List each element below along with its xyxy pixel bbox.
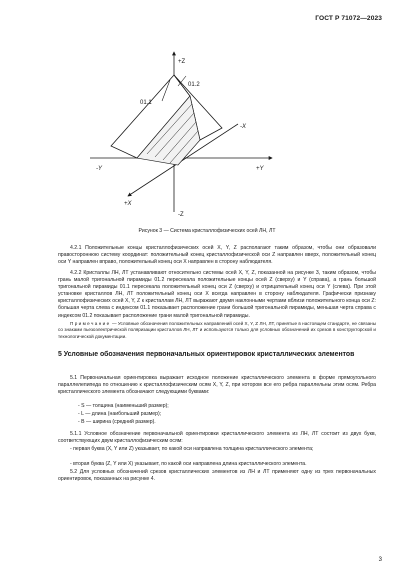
paragraph-4-2-1: 4.2.1 Положительные концы кристаллофизических осей X, Y, Z располагают таким образом, чтобы они образовали правостороннюю систему координат: положительный конец кристаллофизической оси Z направлен вверх, положительный конец оси Y направлен вправо, положительный конец оси X направлен в сторону наблюдателя. [58, 245, 376, 266]
figure-caption: Рисунок 3 — Система кристаллофизических осей ЛН, ЛТ [138, 228, 276, 234]
list-item-l: - L — длина (наибольший размер); [78, 411, 162, 417]
note [58, 321, 376, 340]
paragraph-5-1: 5.1 Первоначальная ориентировка выражает исходное положение кристаллического элемента в форме прямоугольного параллелепипеда по отношению к кристаллофизическим осям X, Y, Z, при котором все его ребра параллельны этим осям. Ребра кристаллического элемента обозначают следующими буквами: [58, 375, 376, 396]
paragraph-5-1-1: 5.1.1 Условное обозначение первоначальной ориентировки кристаллического элемента из ЛН, ЛТ состоит из двух букв, соответствующих двум кристаллофизическим осям: [58, 431, 376, 445]
page-number: 3 [378, 557, 382, 563]
label-minus-x: -X [240, 124, 246, 130]
label-01-1: 01.1 [140, 100, 152, 106]
label-plus-y: +Y [256, 166, 264, 172]
label-minus-z: -Z [178, 212, 184, 218]
label-01-2: 01.2 [188, 82, 200, 88]
paragraph-5-2: 5.2 Для условных обозначений срезов кристаллических элементов из ЛН и ЛТ применяют одну из трех первоначальных ориентировок, показанных на рисунке 4. [58, 469, 376, 483]
paragraph-4-2-2: 4.2.2 Кристаллы ЛН, ЛТ устанавливают относительно системы осей X, Y, Z, показанной на рисунке 3, таким образом, чтобы грань малой тригональной пирамиды 01.2 пересекала положительные концы осей Z (сверху) и Y (справа), а грань большой тригональной пирамиды 01.1 пересекала положительный конец оси Z (сверху) и отрицательный конец оси Y (слева). При этой установке кристаллов ЛН, ЛТ положительный конец оси X всегда направлен в сторону наблюдателя. Графически признаку кристаллофизических осей X, Y, Z к кристаллам ЛН, ЛТ выражают двумя наклонными чертами вблизи положительного конца оси Z: большая черта слева с индексом 01.1 показывает расположение грани большой тригональной пирамиды, меньшая черта справа с индексом 01.2 показывает расположение грани малой тригональной пирамиды. [58, 270, 376, 319]
document-header: ГОСТ Р 71072—2023 [315, 15, 382, 22]
note-label: Примечание [70, 321, 111, 326]
list-item-b: - B — ширина (средний размер). [78, 419, 156, 425]
label-plus-x: +X [124, 201, 132, 207]
label-plus-z: +Z [178, 59, 186, 65]
list-item-s: - S — толщина (наименьший размер); [78, 403, 169, 409]
section-5-title: 5 Условные обозначения первоначальных ориентировок кристаллических элементов [58, 351, 355, 358]
label-minus-y: -Y [96, 166, 102, 172]
paragraph-5-1-1-a: - первая буква (X, Y или Z) указывает, по какой оси направлена толщина кристаллического элемента; [70, 446, 314, 452]
note-text: — Условные обозначения положительных направлений осей X, Y, Z ЛН, ЛТ, принятые в настоящем стандарте, не связаны со знаками пьезоэлектрической поляризации кристаллов ЛН, ЛТ и используются только для условных обозначений их срезов в конструкторской и технологической документации. [58, 321, 376, 339]
paragraph-5-1-1-b: - вторая буква (Z, Y или X) указывает, по какой оси направлена длина кристаллического элемента. [70, 461, 307, 467]
axes-figure [0, 0, 414, 240]
